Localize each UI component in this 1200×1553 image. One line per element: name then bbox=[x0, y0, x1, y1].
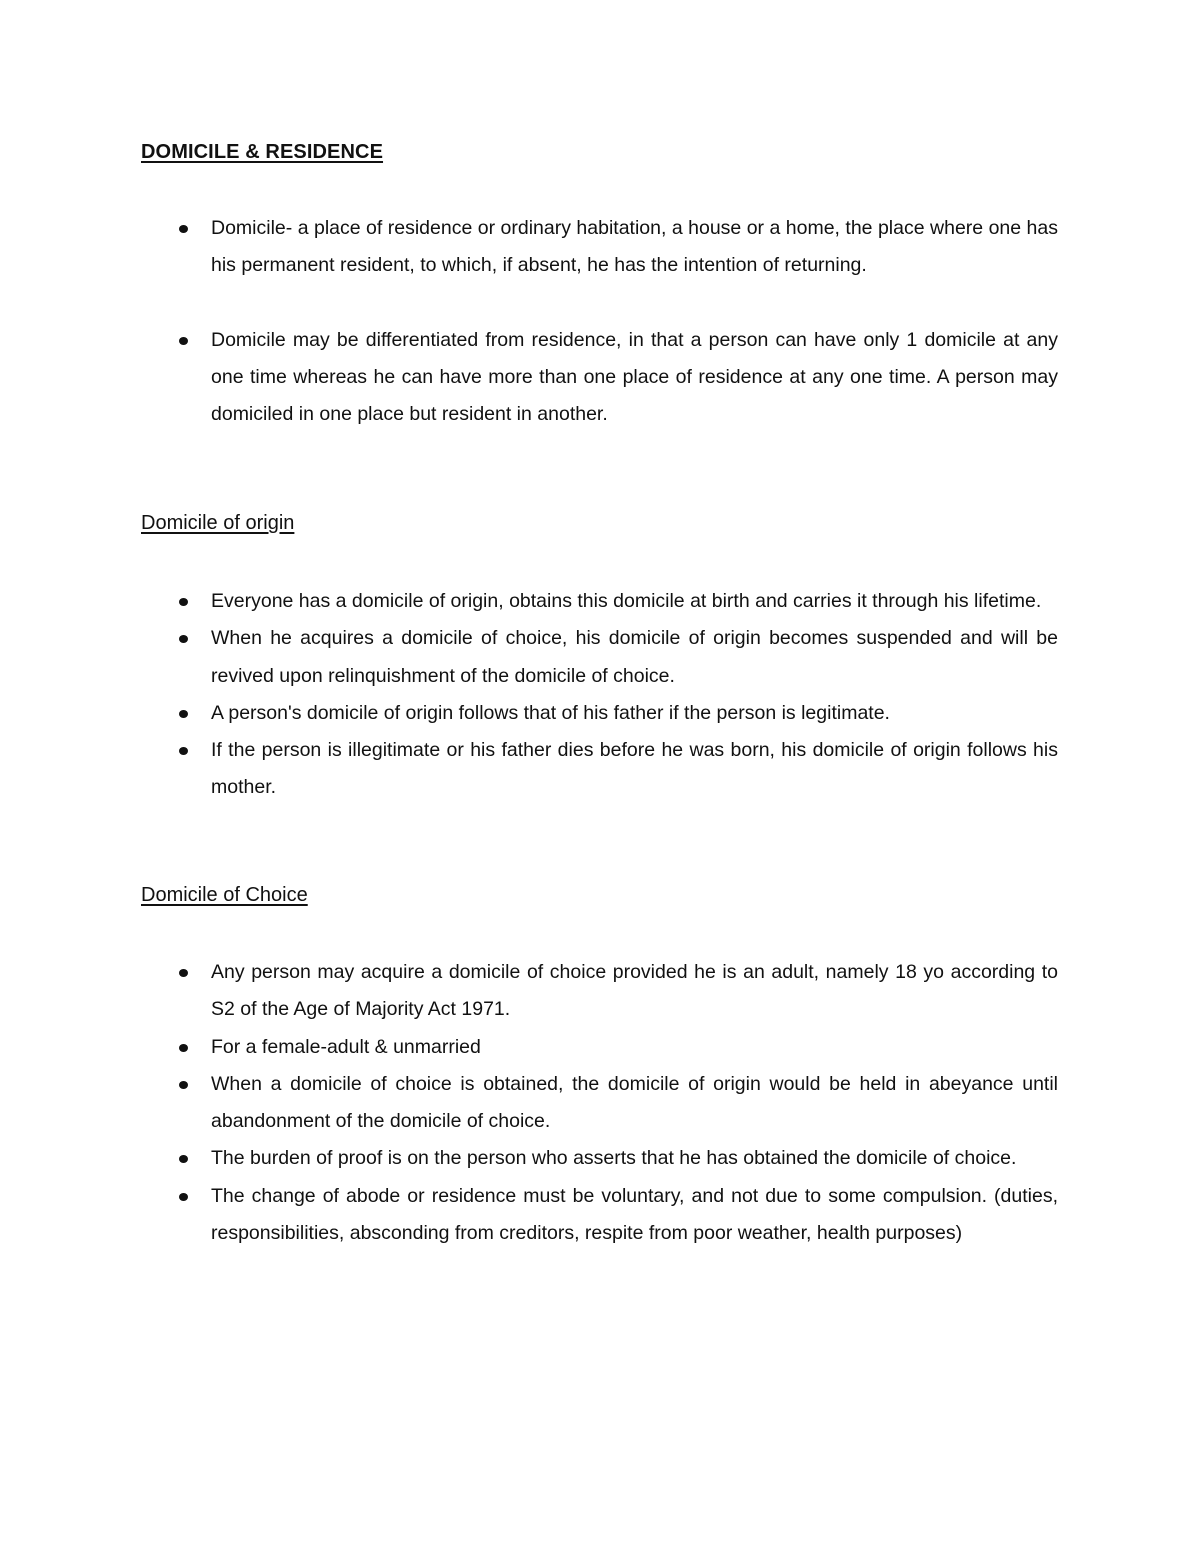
list-item bbox=[141, 732, 1058, 807]
domicile-of-choice-bullet-list bbox=[141, 954, 1058, 1252]
document-title: DOMICILE & RESIDENCE bbox=[141, 141, 384, 163]
list-item-text: For a female-adult & unmarried bbox=[211, 1035, 481, 1058]
list-item bbox=[141, 210, 1058, 285]
domicile-of-origin-bullet-list bbox=[141, 583, 1058, 807]
bullet-icon bbox=[179, 1044, 188, 1052]
bullet-icon bbox=[179, 635, 188, 643]
list-item bbox=[141, 322, 1058, 434]
bullet-icon bbox=[179, 1155, 188, 1163]
list-item-text: When a domicile of choice is obtained, the domicile of origin would be held in abeyance until abandonment of the domicile of choice. bbox=[211, 1072, 1058, 1133]
section-heading-domicile-of-origin: Domicile of origin bbox=[141, 512, 295, 534]
list-item bbox=[141, 695, 1058, 732]
list-item bbox=[141, 620, 1058, 695]
list-item bbox=[141, 1066, 1058, 1141]
list-item bbox=[141, 1140, 1058, 1177]
list-item-text: The burden of proof is on the person who asserts that he has obtained the domicile of choice. bbox=[211, 1147, 1017, 1170]
list-item-text: If the person is illegitimate or his father dies before he was born, his domicile of origin follows his mother. bbox=[211, 739, 1058, 799]
list-item-text: Any person may acquire a domicile of choice provided he is an adult, namely 18 yo according to S2 of the Age of Majority Act 1971. bbox=[211, 961, 1058, 1021]
bullet-icon bbox=[179, 969, 188, 977]
list-item bbox=[141, 1029, 1058, 1066]
bullet-icon bbox=[179, 710, 188, 718]
list-item bbox=[141, 1178, 1058, 1253]
list-item-text: Domicile- a place of residence or ordinary habitation, a house or a home, the place where one has his permanent resident, to which, if absent, he has the intention of returning. bbox=[211, 217, 1058, 277]
bullet-icon bbox=[179, 1193, 188, 1201]
section-heading-domicile-of-choice: Domicile of Choice bbox=[141, 884, 308, 906]
list-item-text: A person's domicile of origin follows that of his father if the person is legitimate. bbox=[211, 701, 890, 724]
bullet-icon bbox=[179, 225, 188, 233]
list-item-text: Domicile may be differentiated from residence, in that a person can have only 1 domicile at any one time whereas he can have more than one place of residence at any one time. A person may domiciled in one place but resident in another. bbox=[211, 328, 1058, 426]
list-item bbox=[141, 954, 1058, 1029]
list-item-text: Everyone has a domicile of origin, obtains this domicile at birth and carries it through his lifetime. bbox=[211, 590, 1042, 612]
bullet-icon bbox=[179, 747, 188, 755]
list-item-text: The change of abode or residence must be voluntary, and not due to some compulsion. (duties, responsibilities, absconding from creditors, respite from poor weather, health purposes) bbox=[211, 1184, 1058, 1245]
list-item bbox=[141, 583, 1058, 620]
bullet-icon bbox=[179, 598, 188, 606]
bullet-icon bbox=[179, 1081, 188, 1089]
bullet-icon bbox=[179, 337, 188, 345]
list-item-text: When he acquires a domicile of choice, his domicile of origin becomes suspended and will be revived upon relinquishment of the domicile of choice. bbox=[211, 627, 1058, 687]
intro-bullet-list bbox=[141, 210, 1058, 433]
